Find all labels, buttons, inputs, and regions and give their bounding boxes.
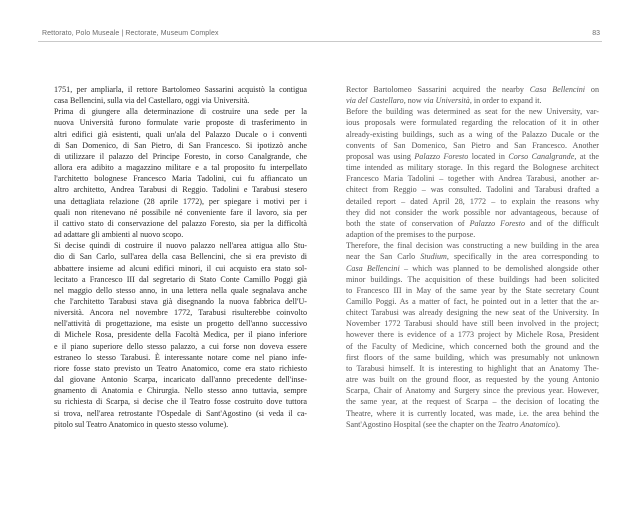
text-line: che l'architetto Tarabusi stava già disegnando la nuova fabbrica dell'U- — [54, 296, 307, 306]
text-line: Si decise quindi di costruire il nuovo palazzo nell'area attigua allo Stu- — [54, 241, 307, 251]
text-line: su richiesta di Scarpa, si decise che il Teatro fosse costruito dove tuttora — [54, 397, 307, 407]
text-line: allora era adibito a magazzino militare e a tal proposito fu interpellato — [54, 163, 307, 173]
text-line: riore fosse stato previsto un Teatro Anatomico, come era stato richiesto — [54, 363, 307, 373]
text-line: of the Faculty of Medicine, which concerned both the ground and the — [346, 341, 599, 351]
text-line: quali non ritenevano né possibile né conveniente fare il lavoro, sia per — [54, 207, 307, 217]
text-line: 1751, per ampliarla, il rettore Bartolomeo Sassarini acquistò la contigua — [54, 85, 307, 94]
text-line: dal giovane Antonio Scarpa, incaricato dall'anno precedente dell'inse- — [54, 375, 307, 385]
text-line: dio di San Carlo, sull'area della casa Bellencini, che si era previsto di — [54, 252, 307, 262]
text-line: first floors of the same building, which was presumably not unknown — [346, 352, 599, 362]
text-line: Camillo Poggi. As a matter of fact, he pointed out in a letter that the ar- — [346, 296, 599, 306]
text-line: Therefore, the final decision was constructing a new building in the area — [346, 241, 599, 251]
header-divider — [38, 41, 602, 42]
text-line: Sant'Agostino Hospital (see the chapter on the Teatro Anatomico). — [346, 419, 561, 429]
text-line: pitolo sul Teatro Anatomico in questo stesso volume). — [54, 419, 229, 429]
text-line: November 1772 Tarabusi should have still been involved in the project; — [346, 319, 599, 329]
text-line: di San Domenico, di San Pietro, di San Francesco. Si ipotizzò anche — [54, 140, 307, 150]
text-line: abbattere insieme ad alcuni edifici minori, il cui acquisto era stato sol- — [54, 263, 307, 273]
page-number: 83 — [592, 30, 600, 37]
text-line: estraneo lo stesso Tarabusi. È interessante notare come nel piano infe- — [54, 352, 307, 362]
text-line: niversità. Ancora nel novembre 1772, Tarabusi risulterebbe coinvolto — [54, 308, 307, 318]
text-line: Francesco Maria Tadolini – together with Andrea Tarabusi, another ar- — [346, 174, 599, 184]
text-line: to Tarabusi himself. It is interesting to highlight that an Anatomy The- — [346, 363, 599, 373]
text-line: Prima di giungere alla determinazione di costruire una sede per la — [54, 107, 307, 117]
text-line: minor buildings. The acquisition of these buildings had been solicited — [346, 274, 599, 284]
text-line: atre was built on the ground floor, as requested by the young Antonio — [346, 375, 599, 385]
text-line: Scarpa, Chair of Anatomy and Surgery since the previous year. However, — [346, 386, 599, 396]
text-line: di utilizzare il palazzo del Principe Foresto, in corso Canalgrande, che — [54, 151, 307, 161]
text-line: chitect from Reggio – was consulted. Tadolini and Tarabusi drafted a — [346, 185, 599, 195]
text-line: via del Castellaro, now via Università, in order to expand it. — [346, 96, 542, 106]
text-line: ious proposals were formulated regarding the relocation of it in other — [346, 118, 599, 128]
text-line: nuova Università furono formulate varie proposte di trasferimento in — [54, 118, 307, 128]
text-line: si trova, nell'area retrostante l'Ospedale di Sant'Agostino (si veda il ca- — [54, 408, 307, 418]
text-line: nell'attività di progettazione, ma esiste un progetto dell'anno successivo — [54, 319, 307, 329]
text-line: una dettagliata relazione (28 aprile 1772), per spiegare i motivi per i — [54, 196, 307, 206]
text-line: proposal was using Palazzo Foresto located in Corso Canalgrande, at the — [346, 151, 599, 161]
text-line: altro architetto, Andrea Tarabusi di Reggio. Tadolini e Tarabusi stesero — [54, 185, 307, 195]
text-line: altri edifici già esistenti, quali un'ala del Palazzo Ducale o i conventi — [54, 129, 307, 139]
text-line: Casa Bellencini – which was planned to be demolished alongside other — [346, 263, 599, 273]
text-line: detailed report – dated April 28, 1772 – to explain the reasons why — [346, 196, 599, 206]
text-line: il cattivo stato di conservazione del palazzo Foresto, sia per la difficoltà — [54, 218, 307, 228]
text-line: chitect Tarabusi was already designing the new seat of the University. In — [346, 308, 599, 318]
text-line: ad adattare gli ambienti al nuovo scopo. — [54, 230, 184, 240]
text-line: e il piano superiore dello stesso palazzo, a cui forse non doveva essere — [54, 341, 307, 351]
text-line: to Francesco III in May of the same year by the State secretary Count — [346, 285, 599, 295]
text-line: l'architetto bolognese Francesco Maria Tadolini, cui fu affiancato un — [54, 174, 307, 184]
text-line: di Michele Rosa, presidente della Facoltà Medica, per il piano inferiore — [54, 330, 307, 340]
text-line: lecitato a Francesco III dal segretario di Stato Conte Camillo Poggi già — [54, 274, 307, 284]
text-line: Before the building was determined as seat for the new University, var- — [346, 107, 599, 117]
text-line: adaption of the premises to the purpose. — [346, 230, 476, 240]
text-line: convents of San Domenico, San Pietro and San Francesco. Another — [346, 140, 599, 150]
text-line: however there is evidence of a 1773 project by Michele Rosa, President — [346, 330, 599, 340]
text-line: both the state of conservation of Palazzo Foresto and of the difficult — [346, 218, 599, 228]
text-line: time intended as military storage. In this regard the Bolognese architect — [346, 163, 599, 173]
text-line: gnamento di Anatomia e Chirurgia. Nello stesso anno tuttavia, sempre — [54, 386, 307, 396]
text-line: Rector Bartolomeo Sassarini acquired the nearby Casa Bellencini on — [346, 85, 599, 94]
english-text-column — [346, 84, 599, 430]
text-line: nel maggio dello stesso anno, in una lettera nella quale segnalava anche — [54, 285, 307, 295]
running-head: Rettorato, Polo Museale | Rectorate, Museum Complex — [42, 30, 219, 37]
italian-text-column — [54, 84, 307, 430]
text-line: casa Bellencini, sulla via del Castellaro, oggi via Università. — [54, 96, 250, 106]
text-line: Theatre, where it is currently located, was made, i.e. the area behind the — [346, 408, 599, 418]
text-line: the same year, at the request of Scarpa – the decision of locating the — [346, 397, 599, 407]
text-line: already-existing buildings, such as a wing of the Palazzo Ducale or the — [346, 129, 599, 139]
text-line: they did not consider the work possible nor advantageous, because of — [346, 207, 599, 217]
text-line: near the San Carlo Studium, specifically in the area corresponding to — [346, 252, 599, 262]
